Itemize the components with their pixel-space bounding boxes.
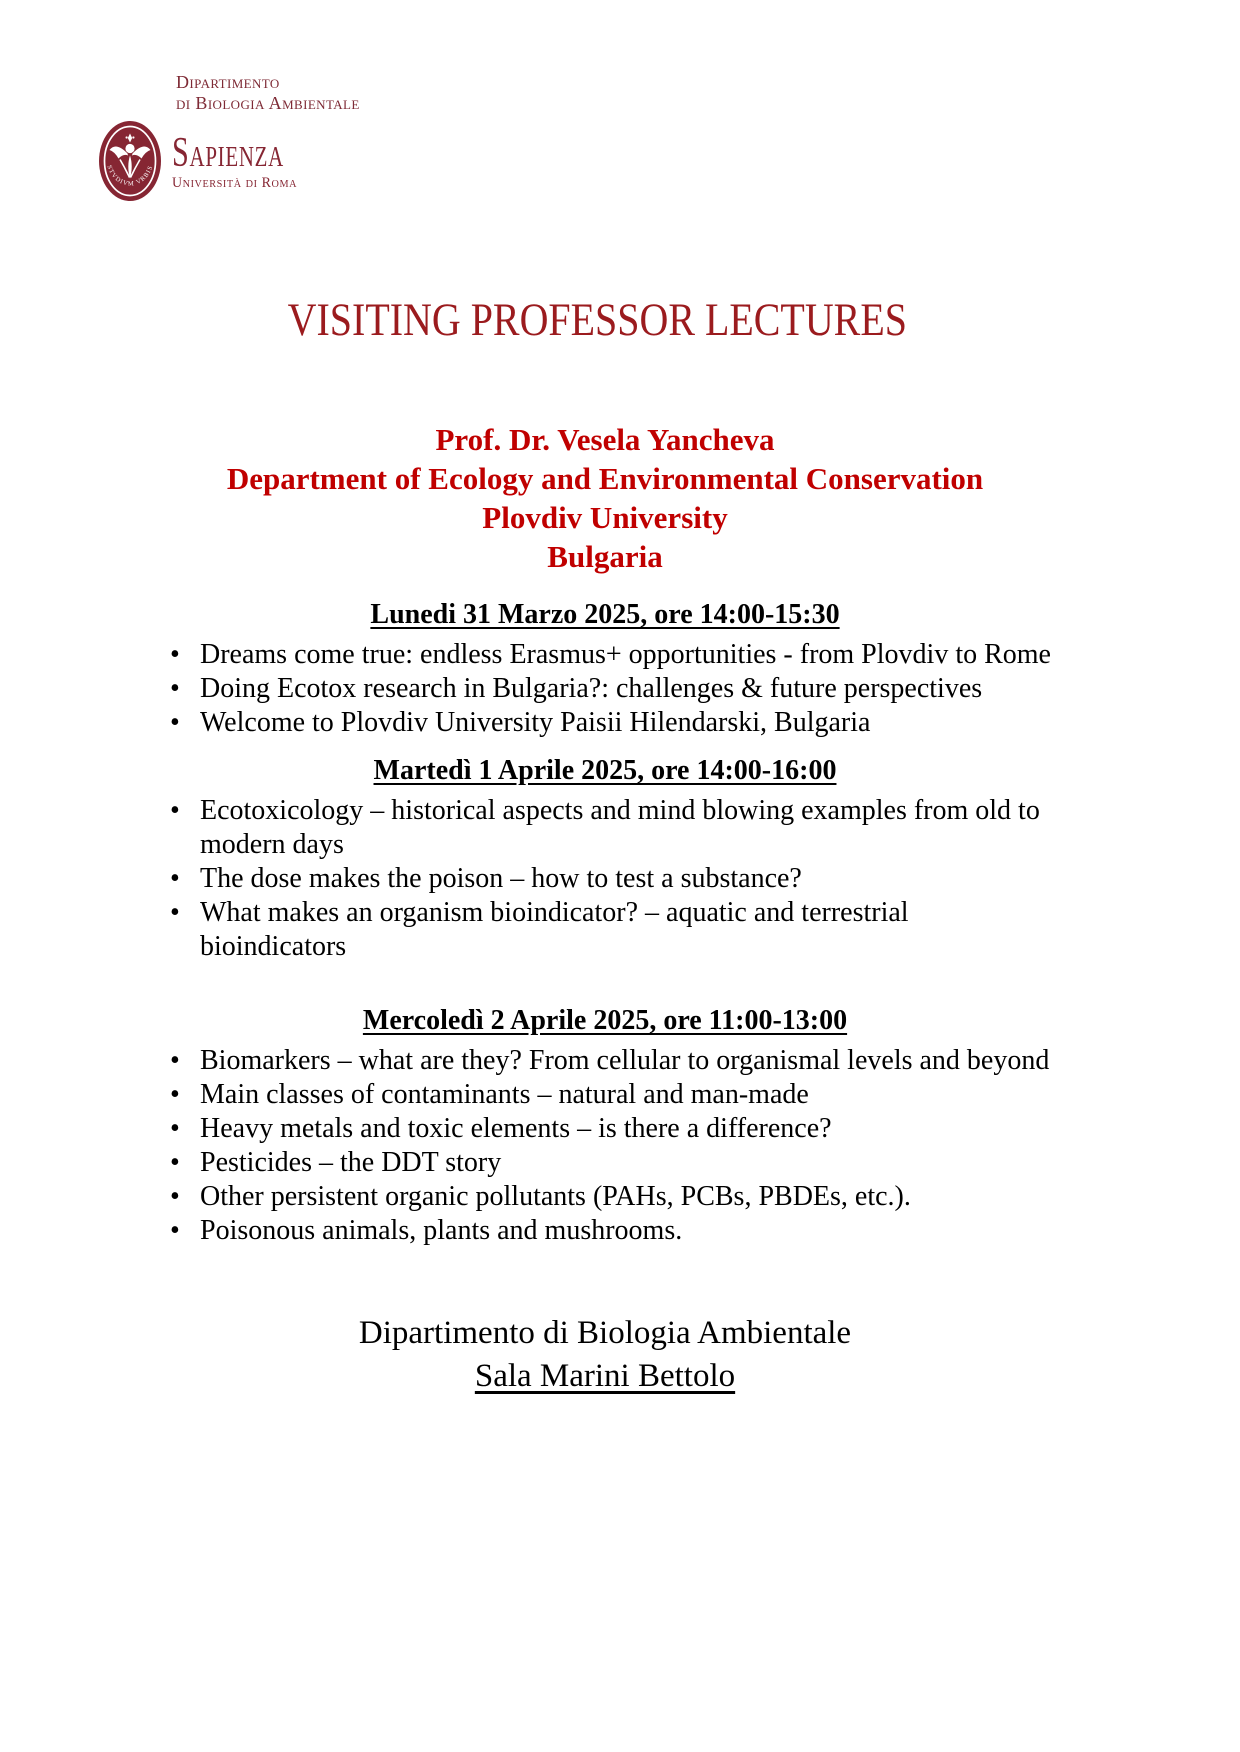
department-lockup-line1: Dipartimento	[176, 72, 280, 92]
topic-item: • Main classes of contaminants – natural and man-made	[145, 1078, 1060, 1112]
department-lockup-line2: di Biologia Ambientale	[176, 93, 360, 113]
speaker-university: Plovdiv University	[482, 500, 728, 535]
venue-room: Sala Marini Bettolo	[474, 1358, 736, 1394]
speaker-department: Department of Ecology and Environmental Conservation	[226, 461, 984, 496]
sapienza-subtitle: Università di Roma	[172, 175, 298, 191]
session-2-heading: Martedì 1 Aprile 2025, ore 14:00-16:00	[373, 755, 837, 786]
page-title-text: VISITING PROFESSOR LECTURES	[287, 294, 907, 346]
topic-item: • The dose makes the poison – how to test a substance?	[145, 862, 1060, 896]
topic-item: • Other persistent organic pollutants (PAHs, PCBs, PBDEs, etc.).	[145, 1180, 1060, 1214]
sapienza-wordmark: Sapienza	[172, 130, 284, 176]
crest-motto-text: STVDIVM VRBIS	[105, 164, 155, 188]
topic-item: • Doing Ecotox research in Bulgaria?: challenges & future perspectives	[145, 672, 1060, 706]
venue-department: Dipartimento di Biologia Ambientale	[358, 1315, 852, 1351]
speaker-country: Bulgaria	[547, 539, 663, 574]
topic-item: • Ecotoxicology – historical aspects and mind blowing examples from old to modern days	[145, 794, 1060, 862]
document-body	[145, 0, 1105, 1398]
page-title	[145, 296, 1049, 344]
topic-item: • Biomarkers – what are they? From cellular to organismal levels and beyond	[145, 1044, 1060, 1078]
venue-block	[145, 1312, 1065, 1398]
topic-item: • Dreams come true: endless Erasmus+ opportunities - from Plovdiv to Rome	[145, 638, 1060, 672]
session-2-topic-list	[145, 794, 1105, 964]
topic-item: • What makes an organism bioindicator? – aquatic and terrestrial bioindicators	[145, 896, 1060, 964]
topic-item: • Pesticides – the DDT story	[145, 1146, 1060, 1180]
speaker-block	[145, 420, 1065, 576]
topic-item: • Poisonous animals, plants and mushrooms.	[145, 1214, 1060, 1248]
session-3-topic-list	[145, 1044, 1105, 1248]
session-3-heading: Mercoledì 2 Aprile 2025, ore 11:00-13:00	[362, 1005, 848, 1036]
session-1-topic-list	[145, 638, 1105, 740]
topic-item: • Heavy metals and toxic elements – is there a difference?	[145, 1112, 1060, 1146]
session-1-heading: Lunedi 31 Marzo 2025, ore 14:00-15:30	[370, 599, 840, 630]
topic-item: • Welcome to Plovdiv University Paisii Hilendarski, Bulgaria	[145, 706, 1060, 740]
speaker-name: Prof. Dr. Vesela Yancheva	[435, 422, 775, 457]
